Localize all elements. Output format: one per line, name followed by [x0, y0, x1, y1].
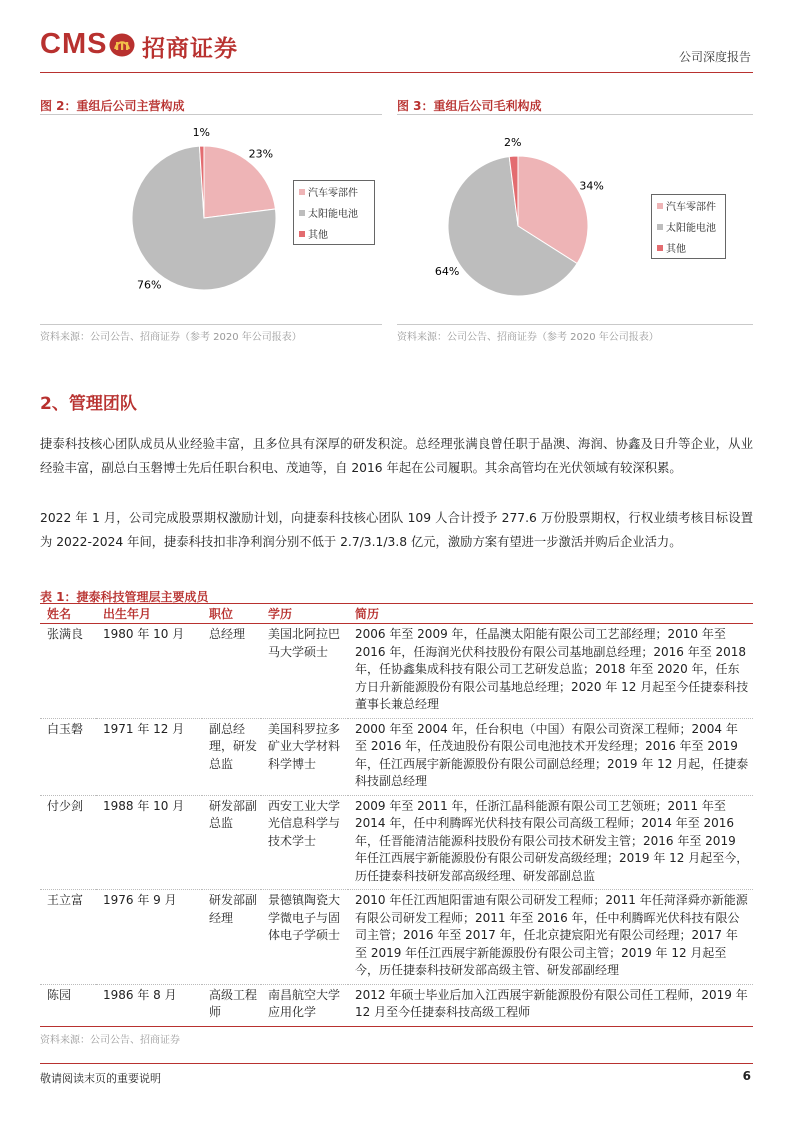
figure-3-title: 图 3：重组后公司毛利构成 — [397, 99, 542, 113]
footer-divider — [40, 1063, 753, 1064]
cell-birth: 1980 年 10 月 — [96, 624, 202, 719]
pie-data-label: 64% — [434, 265, 460, 279]
cell-position: 副总经理，研发总监 — [202, 718, 261, 795]
cell-education: 南昌航空大学应用化学 — [261, 984, 348, 1026]
legend-swatch — [299, 210, 305, 216]
table-source: 资料来源：公司公告、招商证券 — [40, 1035, 180, 1046]
legend-label: 其他 — [308, 230, 328, 241]
header-divider — [40, 72, 753, 73]
legend-item-other — [294, 223, 374, 244]
figure-3-bottom-line — [397, 324, 753, 325]
header-resume: 简历 — [348, 604, 753, 624]
figure-3-legend — [651, 194, 726, 259]
cell-resume: 2010 年任江西旭阳雷迪有限公司研发工程师；2011 年任菏泽舜亦新能源有限公司研发工程师；2011 年至 2016 年，任中利腾晖光伏科技有限公司主管；2016 年至 2017 年，任北京捷宸阳光有限公司经理；2017 年至 2019 年任江西展宇新能源股份有限公司主管；2019 年 12 月起至今，历任捷泰科技研发部高级主管、研发部副经理 — [348, 890, 753, 985]
pie-data-label: 34% — [579, 179, 604, 193]
cell-resume: 2006 年至 2009 年，任晶澳太阳能有限公司工艺部经理；2010 年至 2016 年，任海润光伏科技股份有限公司基地副总经理；2016 年至 2018 年，任协鑫集成科技有限公司工艺研发总监；2018 年至 2020 年，任东方日升新能源股份有限公司基地总经理；2020 年 12 月起至今任捷泰科技董事长兼总经理 — [348, 624, 753, 719]
page-number: 6 — [742, 1069, 751, 1083]
logo-cn-text: 招商证券 — [142, 36, 238, 62]
cell-education: 景德镇陶瓷大学微电子与固体电子学硕士 — [261, 890, 348, 985]
figure-2-bottom-line — [40, 324, 382, 325]
pie-data-label: 2% — [503, 136, 522, 150]
legend-item-auto-parts — [652, 195, 725, 216]
logo-badge-icon — [109, 33, 135, 57]
legend-swatch — [299, 231, 305, 237]
cell-education: 美国北阿拉巴马大学硕士 — [261, 624, 348, 719]
legend-swatch — [299, 189, 305, 195]
legend-swatch — [657, 245, 663, 251]
header-name: 姓名 — [40, 604, 96, 624]
cell-position: 研发部副经理 — [202, 890, 261, 985]
legend-label: 其他 — [666, 244, 686, 255]
cell-name: 陈园 — [40, 984, 96, 1026]
legend-swatch — [657, 203, 663, 209]
cell-resume: 2012 年硕士毕业后加入江西展宇新能源股份有限公司任工程师，2019 年 12 月至今任捷泰科技高级工程师 — [348, 984, 753, 1026]
cell-education: 美国科罗拉多矿业大学材料科学博士 — [261, 718, 348, 795]
management-table — [40, 603, 753, 1027]
header-position: 职位 — [202, 604, 261, 624]
cell-birth: 1988 年 10 月 — [96, 795, 202, 890]
cell-name: 白玉磐 — [40, 718, 96, 795]
cell-education: 西安工业大学光信息科学与技术学士 — [261, 795, 348, 890]
pie-data-label: 23% — [248, 147, 274, 161]
legend-label: 太阳能电池 — [308, 209, 358, 220]
figure-2-title: 图 2：重组后公司主营构成 — [40, 99, 185, 113]
header-birth: 出生年月 — [96, 604, 202, 624]
legend-label: 汽车零部件 — [666, 202, 716, 213]
cell-birth: 1976 年 9 月 — [96, 890, 202, 985]
cell-birth: 1986 年 8 月 — [96, 984, 202, 1026]
table-row — [40, 890, 753, 985]
header-education: 学历 — [261, 604, 348, 624]
figure-3-source: 资料来源：公司公告、招商证券（参考 2020 年公司报表） — [397, 332, 659, 343]
cell-resume: 2000 年至 2004 年，任台积电（中国）有限公司资深工程师；2004 年至 2016 年，任茂迪股份有限公司电池技术开发经理；2016 年至 2019 年，任江西展宇新能源股份有限公司副总经理；2019 年 12 月起，任捷泰科技副总经理 — [348, 718, 753, 795]
footer-note: 敬请阅读末页的重要说明 — [40, 1072, 161, 1085]
legend-item-other — [652, 237, 725, 258]
cell-position: 总经理 — [202, 624, 261, 719]
figure-3-title-line — [397, 114, 753, 115]
cell-name: 王立富 — [40, 890, 96, 985]
cell-position: 研发部副总监 — [202, 795, 261, 890]
section-title: 2、管理团队 — [40, 394, 137, 414]
logo-cms-text: CMS — [40, 28, 108, 60]
legend-swatch — [657, 224, 663, 230]
table-header-row — [40, 604, 753, 624]
pie-data-label: 76% — [136, 278, 162, 292]
legend-item-auto-parts — [294, 181, 374, 202]
legend-label: 太阳能电池 — [666, 223, 716, 234]
table-row — [40, 984, 753, 1026]
cell-resume: 2009 年至 2011 年，任浙江晶科能源有限公司工艺领班；2011 年至 2014 年，任中利腾晖光伏科技有限公司高级工程师；2014 年至 2016 年，任晋能清洁能源科技股份有限公司技术研发主管；2016 年至 2019 年任江西展宇新能源股份有限公司研发高级经理；2019 年 12 月起至今，历任捷泰科技研发部高级经理、研发部副总监 — [348, 795, 753, 890]
table-row — [40, 718, 753, 795]
legend-item-solar — [294, 202, 374, 223]
legend-label: 汽车零部件 — [308, 188, 358, 199]
figure-2-title-line — [40, 114, 382, 115]
cell-name: 付少剑 — [40, 795, 96, 890]
figure-2-source: 资料来源：公司公告、招商证券（参考 2020 年公司报表） — [40, 332, 302, 343]
table-title: 表 1：捷泰科技管理层主要成员 — [40, 590, 209, 604]
figure-2-legend — [293, 180, 375, 245]
pie-data-label: 1% — [192, 126, 211, 140]
paragraph-2: 2022 年 1 月，公司完成股票期权激励计划，向捷泰科技核心团队 109 人合计授予 277.6 万份股票期权，行权业绩考核目标设置为 2022-2024 年间，捷泰科技扣非净利润分别不低于 2.7/3.1/3.8 亿元，激励方案有望进一步激活并购后企业活力。 — [40, 511, 753, 549]
cell-name: 张满良 — [40, 624, 96, 719]
cell-position: 高级工程师 — [202, 984, 261, 1026]
report-type: 公司深度报告 — [678, 50, 751, 64]
legend-item-solar — [652, 216, 725, 237]
table-row — [40, 624, 753, 719]
paragraph-1: 捷泰科技核心团队成员从业经验丰富，且多位具有深厚的研发积淀。总经理张满良曾任职于晶澳、海润、协鑫及日升等企业，从业经验丰富，副总白玉磐博士先后任职台积电、茂迪等，自 2016 年起在公司履职。其余高管均在光伏领域有较深积累。 — [40, 437, 753, 475]
table-row — [40, 795, 753, 890]
cell-birth: 1971 年 12 月 — [96, 718, 202, 795]
